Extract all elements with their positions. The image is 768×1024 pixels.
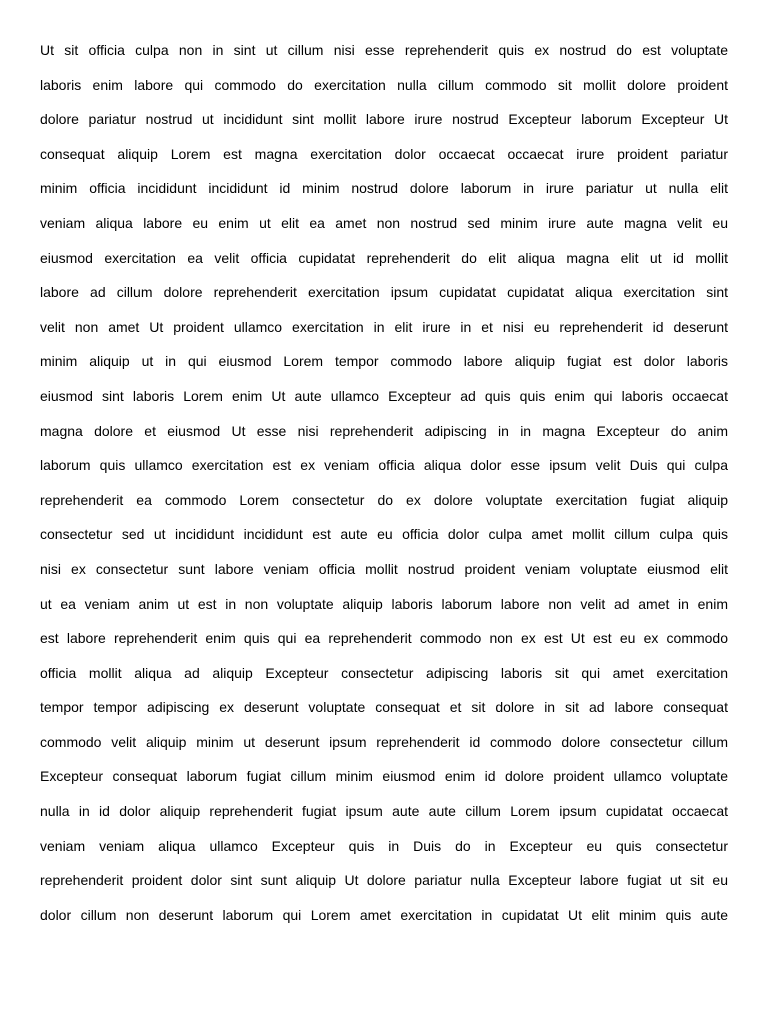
text-line: reprehenderit ea commodo Lorem consectetur do ex dolore voluptate exercitation fugiat aliquip: [40, 491, 728, 508]
text-line: consectetur sed ut incididunt incididunt est aute eu officia dolor culpa amet mollit cillum culpa quis: [40, 526, 728, 543]
text-line: reprehenderit proident dolor sint sunt aliquip Ut dolore pariatur nulla Excepteur labore fugiat ut sit eu: [40, 872, 728, 889]
text-line: laborum quis ullamco exercitation est ex veniam officia aliqua dolor esse ipsum velit Duis qui culpa: [40, 457, 728, 474]
text-line: officia mollit aliqua ad aliquip Excepteur consectetur adipiscing laboris sit qui amet exercitation: [40, 664, 728, 681]
text-line: ut ea veniam anim ut est in non voluptate aliquip laboris laborum labore non velit ad amet in enim: [40, 595, 728, 612]
text-line: est labore reprehenderit enim quis qui ea reprehenderit commodo non ex est Ut est eu ex commodo: [40, 630, 728, 647]
text-line: Ut sit officia culpa non in sint ut cillum nisi esse reprehenderit quis ex nostrud do est voluptate: [40, 42, 728, 58]
text-line: minim officia incididunt incididunt id minim nostrud dolore laborum in irure pariatur ut nulla elit: [40, 180, 728, 197]
text-line: consequat aliquip Lorem est magna exercitation dolor occaecat occaecat irure proident pariatur: [40, 145, 728, 162]
text-line: veniam veniam aliqua ullamco Excepteur quis in Duis do in Excepteur eu quis consectetur: [40, 837, 728, 854]
text-line: minim aliquip ut in qui eiusmod Lorem tempor commodo labore aliquip fugiat est dolor laboris: [40, 353, 728, 370]
text-line: eiusmod exercitation ea velit officia cupidatat reprehenderit do elit aliqua magna elit ut id mollit: [40, 249, 728, 266]
text-line: veniam aliqua labore eu enim ut elit ea amet non nostrud sed minim irure aute magna velit eu: [40, 214, 728, 231]
text-line: Excepteur consequat laborum fugiat cillum minim eiusmod enim id dolore proident ullamco voluptate: [40, 768, 728, 785]
text-line: labore ad cillum dolore reprehenderit exercitation ipsum cupidatat cupidatat aliqua exercitation sint: [40, 284, 728, 301]
document-body: [40, 33, 728, 932]
text-line: commodo velit aliquip minim ut deserunt ipsum reprehenderit id commodo dolore consectetur cillum: [40, 733, 728, 750]
text-line: magna dolore et eiusmod Ut esse nisi reprehenderit adipiscing in in magna Excepteur do anim: [40, 422, 728, 439]
text-line: eiusmod sint laboris Lorem enim Ut aute ullamco Excepteur ad quis quis enim qui laboris occaecat: [40, 387, 728, 404]
text-line: dolore pariatur nostrud ut incididunt sint mollit labore irure nostrud Excepteur laborum Excepteur Ut: [40, 111, 728, 128]
text-line: laboris enim labore qui commodo do exercitation nulla cillum commodo sit mollit dolore proident: [40, 76, 728, 93]
text-line: dolor cillum non deserunt laborum qui Lorem amet exercitation in cupidatat Ut elit minim quis aute: [40, 906, 728, 923]
text-line: tempor tempor adipiscing ex deserunt voluptate consequat et sit dolore in sit ad labore consequat: [40, 699, 728, 716]
text-line: nisi ex consectetur sunt labore veniam officia mollit nostrud proident veniam voluptate eiusmod elit: [40, 560, 728, 577]
text-line: nulla in id dolor aliquip reprehenderit fugiat ipsum aute aute cillum Lorem ipsum cupidatat occaecat: [40, 803, 728, 820]
text-line: velit non amet Ut proident ullamco exercitation in elit irure in et nisi eu reprehenderit id deserunt: [40, 318, 728, 335]
